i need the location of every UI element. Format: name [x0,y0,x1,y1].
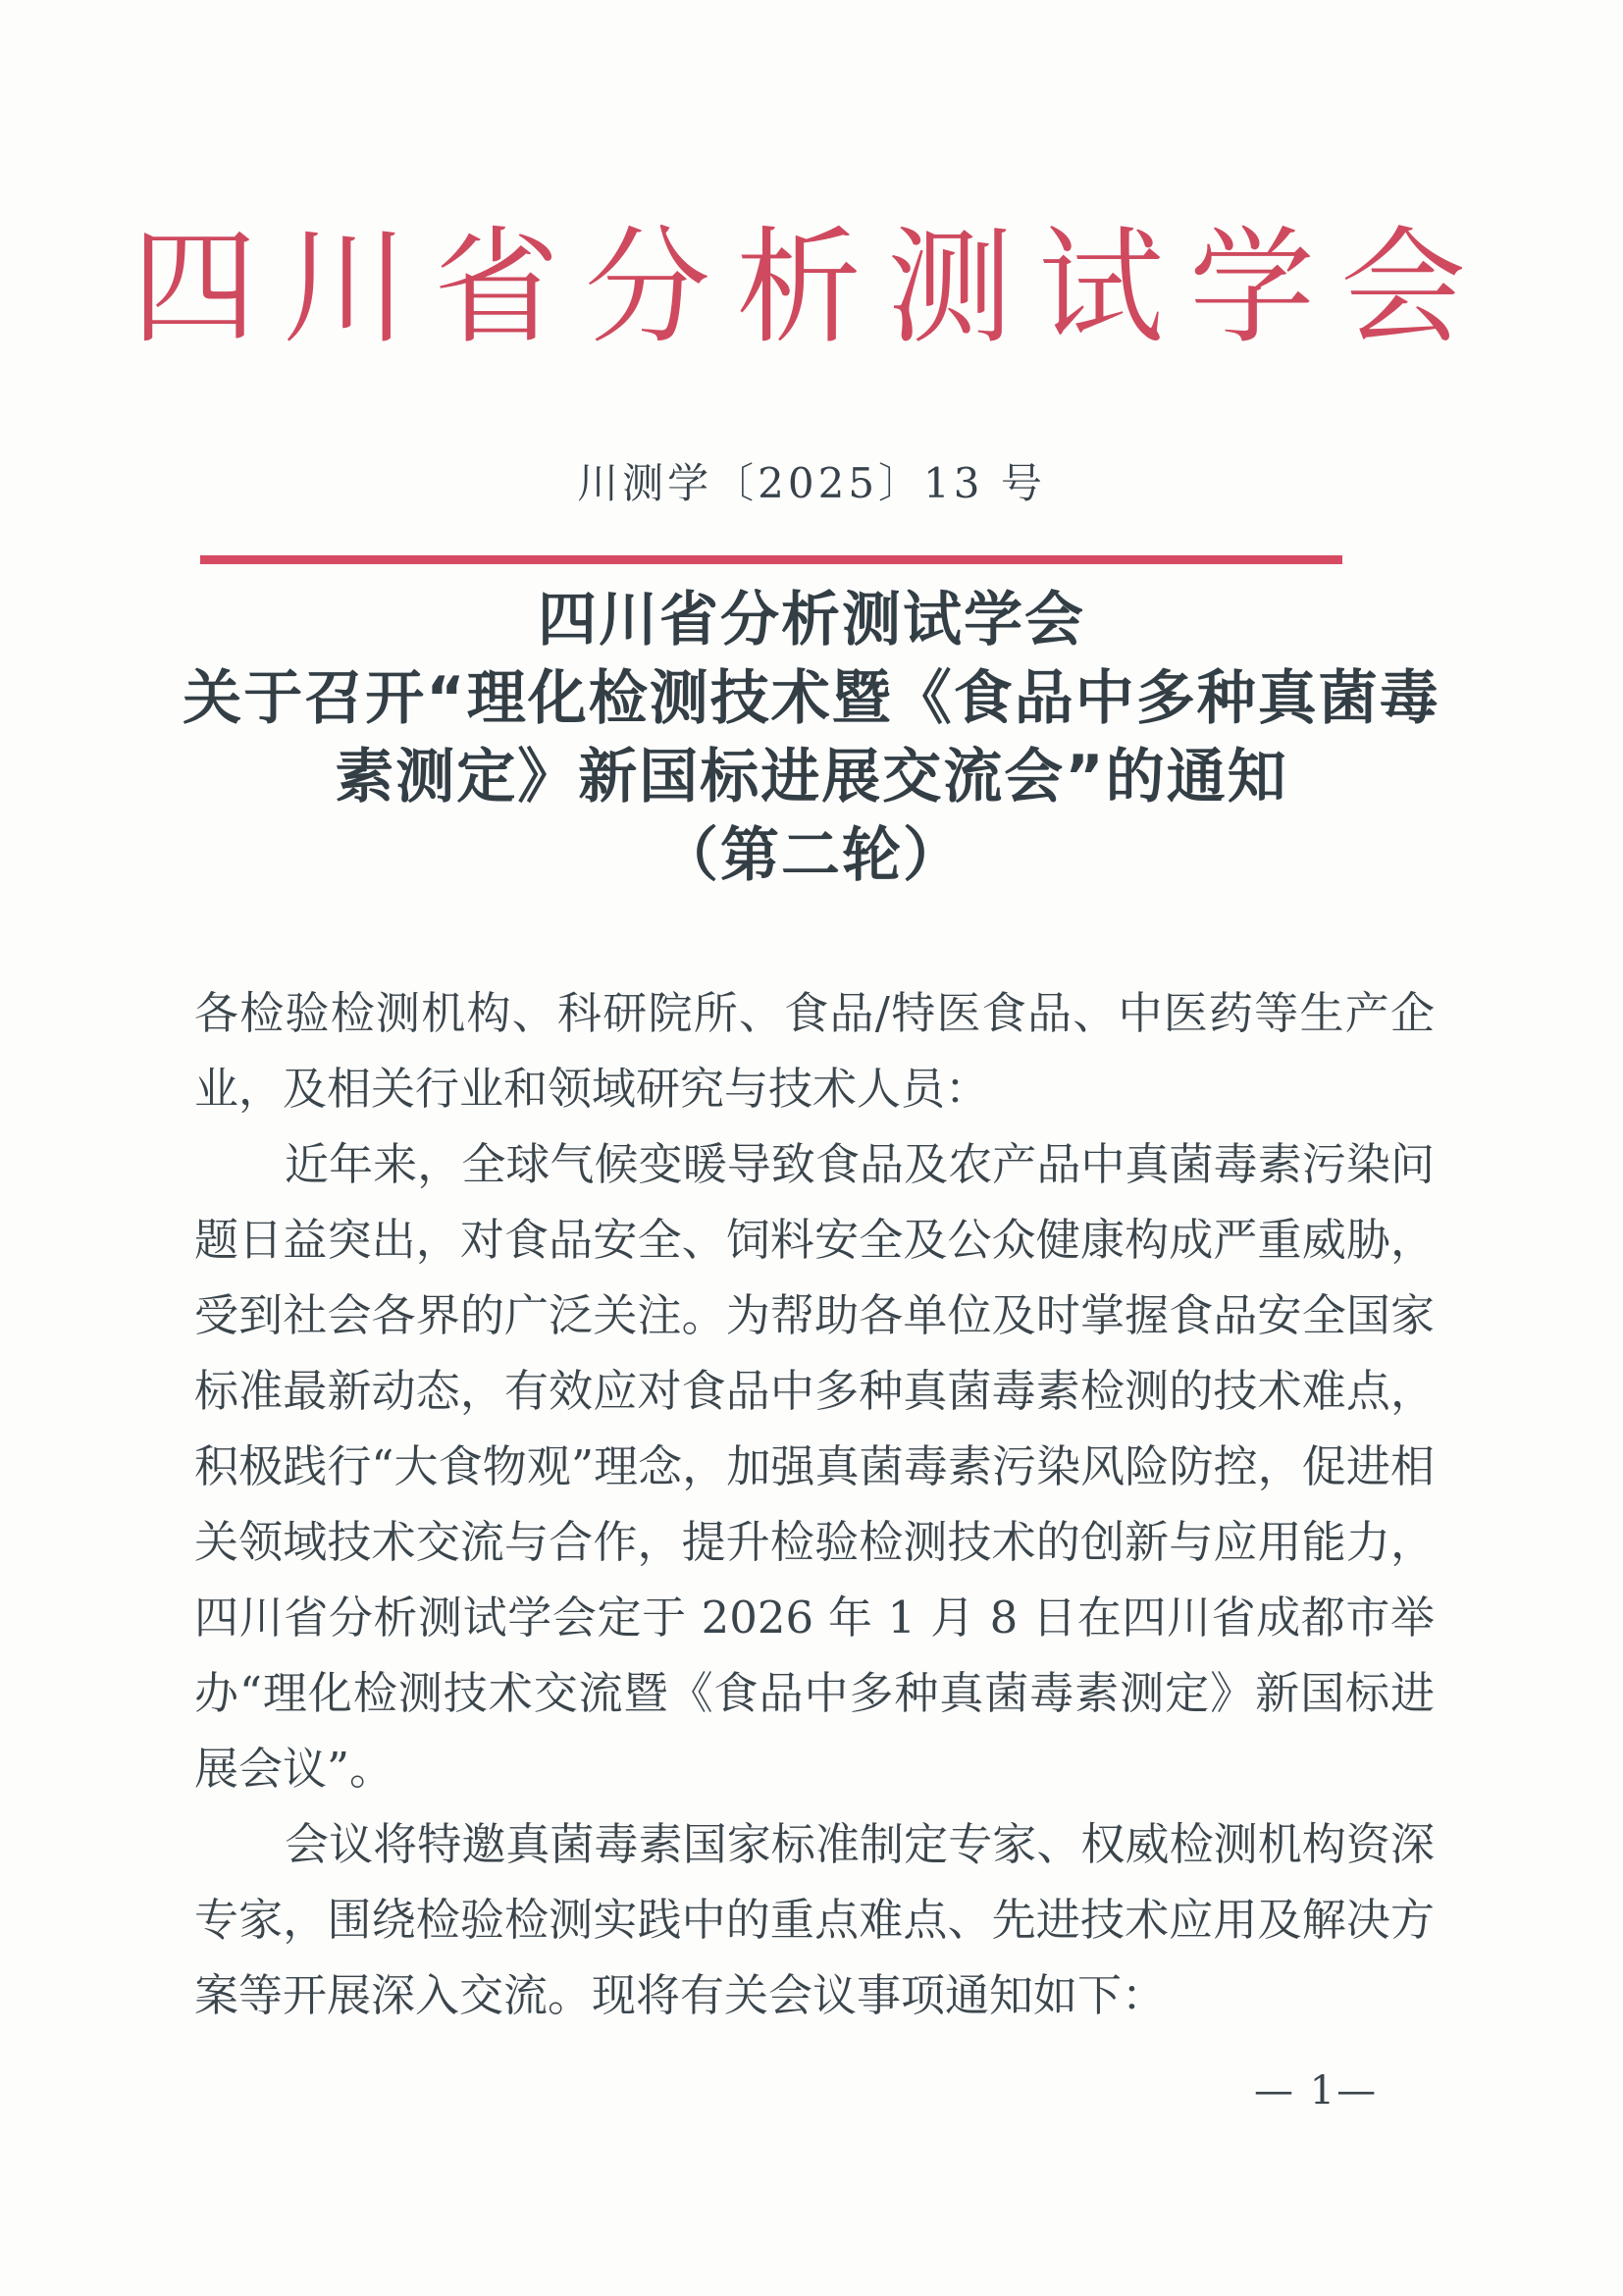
notice-title-line-1: 四川省分析测试学会 [538,586,1085,654]
body-paragraph-1: 近年来，全球气候变暖导致食品及农产品中真菌毒素污染问题日益突出，对食品安全、饲料安全及公众健康构成严重威胁，受到社会各界的广泛关注。为帮助各单位及时掌握食品安全国家标准最新动态，有效应对食品中多种真菌毒素检测的技术难点，积极践行“大食物观”理念，加强真菌毒素污染风险防控，促进相关领域技术交流与合作，提升检验检测技术的创新与应用能力，四川省分析测试学会定于 2026 年 1 月 8 日在四川省成都市举办“理化检测技术交流暨《食品中多种真菌毒素测定》新国标进展会议”。 [194,1138,1435,1795]
salutation-paragraph: 各检验检测机构、科研院所、食品/特医食品、中医药等生产企业，及相关行业和领域研究与技术人员： [194,987,1435,1115]
notice-title-line-3: 素测定》新国标进展交流会”的通知 [335,743,1288,811]
notice-title-line-2: 关于召开“理化检测技术暨《食品中多种真菌毒 [183,664,1440,733]
notice-title-line-4: （第二轮） [659,821,964,890]
page-number: — 1— [1254,2068,1379,2113]
notice-body [194,975,1435,2033]
body-paragraph-2: 会议将特邀真菌毒素国家标准制定专家、权威检测机构资深专家，围绕检验检测实践中的重点难点、先进技术应用及解决方案等开展深入交流。现将有关会议事项通知如下： [194,1818,1435,2021]
red-divider-line [200,555,1342,564]
organization-masthead: 四川省分析测试学会 [131,215,1492,361]
document-number: 川测学〔2025〕13 号 [577,459,1046,507]
notice-title [0,581,1623,895]
